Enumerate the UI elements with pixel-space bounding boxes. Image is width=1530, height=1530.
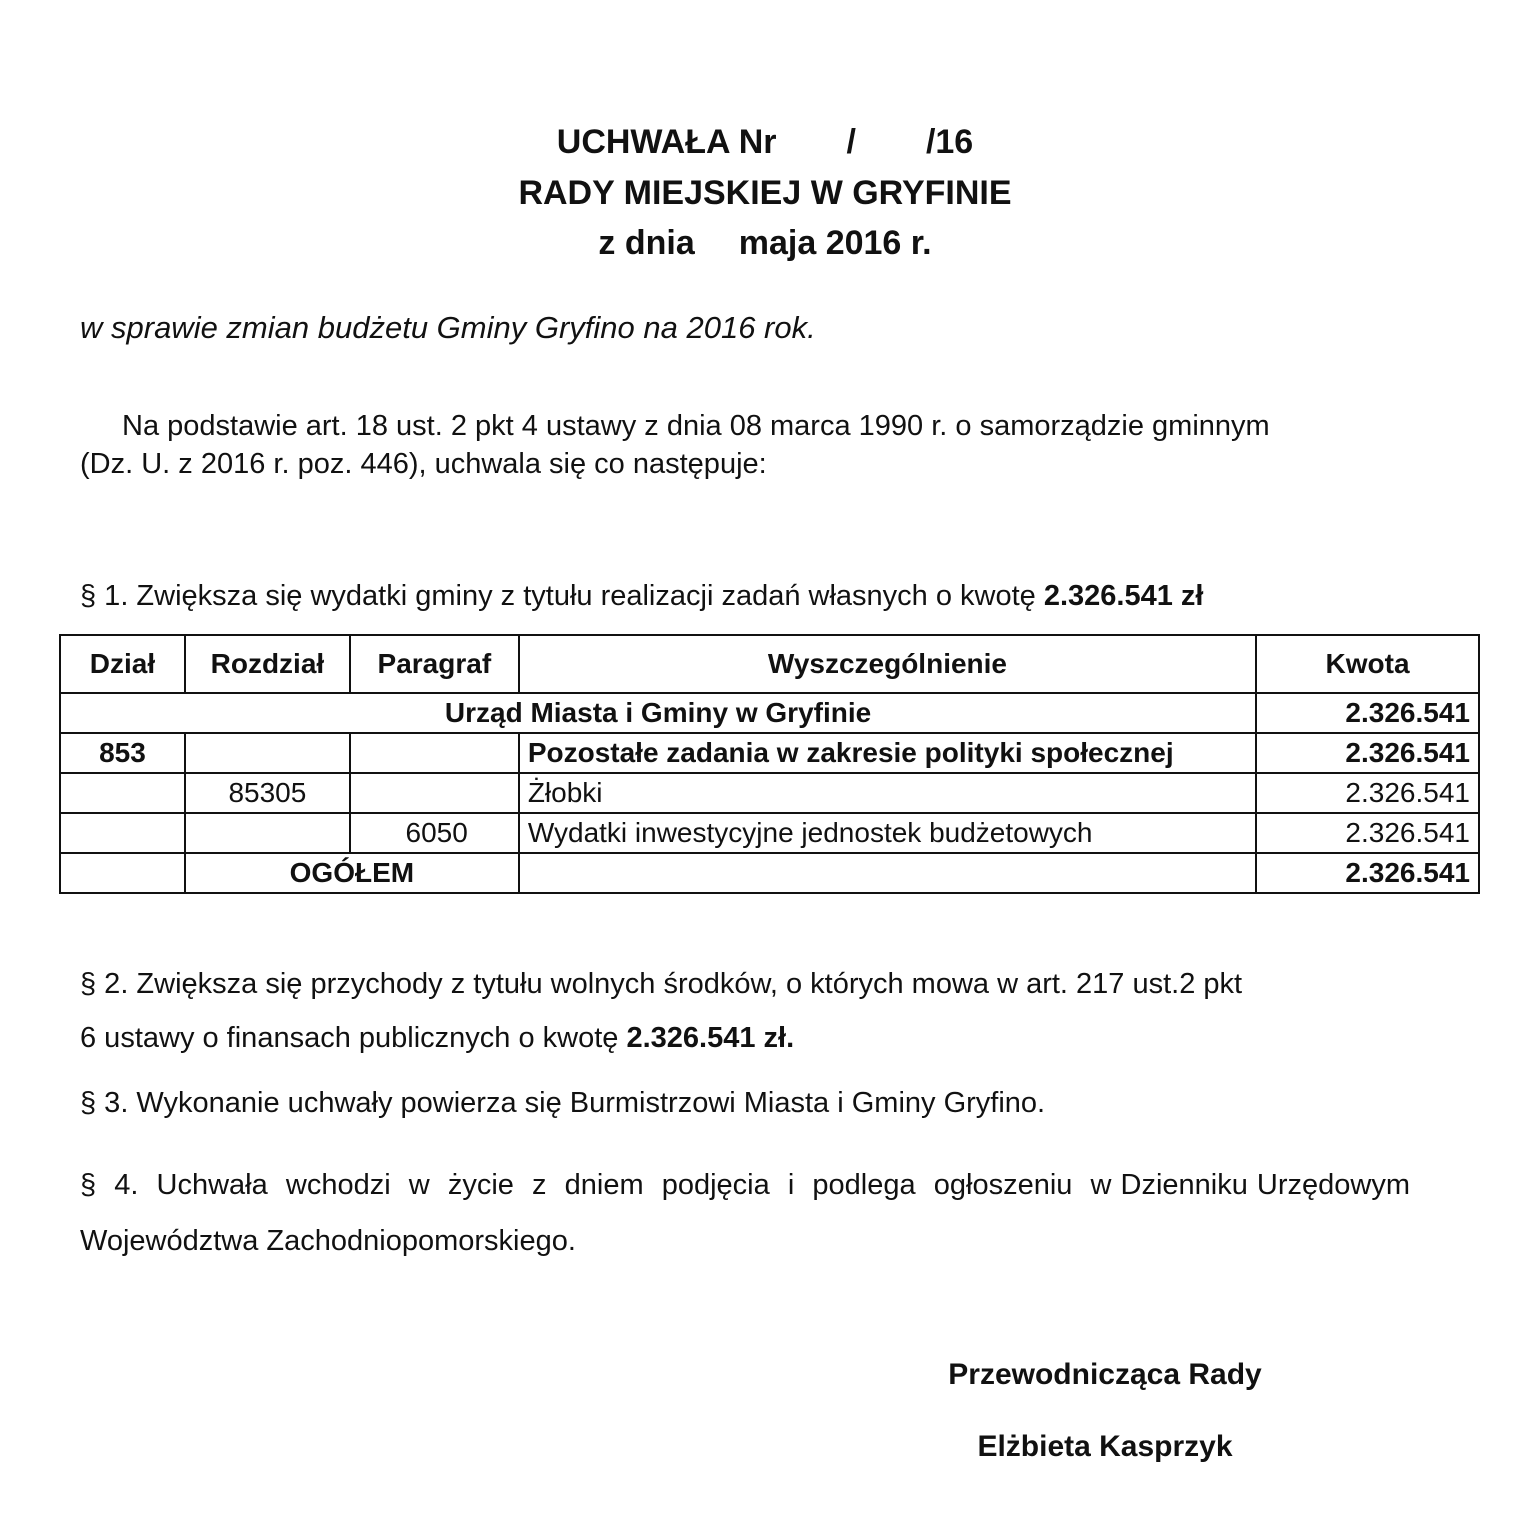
row-kwota: 2.326.541	[1256, 813, 1479, 853]
section-2-paragraph	[80, 957, 1410, 1065]
section-4-paragraph: § 4. Uchwała wchodzi w życie z dniem podjęcia i podlega ogłoszeniu w Dzienniku Urzędowym Województwa Zachodniopomorskiego.	[80, 1169, 1419, 1257]
table-header-row	[60, 635, 1479, 693]
header-rozdzial: Rozdział	[185, 635, 350, 693]
legal-basis-line-1: Na podstawie art. 18 ust. 2 pkt 4 ustawy z dnia 08 marca 1990 r. o samorządzie gminnym	[122, 410, 1270, 442]
section-2-line-2: 6 ustawy o finansach publicznych o kwotę	[80, 1022, 627, 1054]
legal-basis-line-2: (Dz. U. z 2016 r. poz. 446), uchwala się co następuje:	[80, 448, 767, 480]
row-dzial: 853	[60, 733, 185, 773]
resolution-date-heading	[0, 224, 1530, 263]
council-name-heading: RADY MIEJSKIEJ W GRYFINIE	[518, 174, 1012, 212]
resolution-number-prefix: UCHWAŁA Nr	[556, 123, 777, 161]
resolution-subject: w sprawie zmian budżetu Gminy Gryfino na 2016 rok.	[80, 310, 816, 345]
row-rozdzial	[185, 813, 350, 853]
row-opis: Żłobki	[519, 773, 1256, 813]
signature-name: Elżbieta Kasprzyk	[977, 1430, 1233, 1463]
unit-amount: 2.326.541	[1256, 693, 1479, 733]
resolution-number-suffix: /16	[925, 123, 974, 161]
table-row	[60, 773, 1479, 813]
row-rozdzial: 85305	[185, 773, 350, 813]
row-rozdzial	[185, 733, 350, 773]
header-kwota: Kwota	[1256, 635, 1479, 693]
header-wyszczegolnienie: Wyszczególnienie	[519, 635, 1256, 693]
row-kwota: 2.326.541	[1256, 773, 1479, 813]
signature-title: Przewodnicząca Rady	[948, 1358, 1262, 1391]
row-opis: Wydatki inwestycyjne jednostek budżetowych	[519, 813, 1256, 853]
resolution-number-heading	[0, 123, 1530, 162]
section-2-amount: 2.326.541 zł.	[626, 1022, 795, 1054]
date-prefix: z dnia	[598, 224, 695, 262]
header-dzial: Dział	[60, 635, 185, 693]
date-suffix: maja 2016 r.	[738, 224, 932, 262]
total-label: OGÓŁEM	[185, 853, 519, 893]
section-3-paragraph: § 3. Wykonanie uchwały powierza się Burmistrzowi Miasta i Gminy Gryfino.	[80, 1087, 1046, 1119]
row-kwota: 2.326.541	[1256, 733, 1479, 773]
table-row	[60, 733, 1479, 773]
unit-label: Urząd Miasta i Gminy w Gryfinie	[60, 693, 1256, 733]
total-empty-cell	[519, 853, 1256, 893]
row-opis: Pozostałe zadania w zakresie polityki społecznej	[519, 733, 1256, 773]
total-amount: 2.326.541	[1256, 853, 1479, 893]
row-dzial	[60, 773, 185, 813]
unit-row	[60, 693, 1479, 733]
row-paragraf	[350, 773, 519, 813]
row-paragraf	[350, 733, 519, 773]
row-dzial	[60, 813, 185, 853]
section-1-text: § 1. Zwiększa się wydatki gminy z tytułu realizacji zadań własnych o kwotę	[80, 580, 1044, 612]
section-1-amount: 2.326.541 zł	[1043, 580, 1204, 612]
total-row	[60, 853, 1479, 893]
budget-table	[59, 634, 1480, 894]
total-empty-cell	[60, 853, 185, 893]
section-1-paragraph	[80, 577, 1410, 615]
legal-basis-paragraph	[80, 407, 1410, 483]
section-2-line-1: § 2. Zwiększa się przychody z tytułu wolnych środków, o których mowa w art. 217 ust.2 pkt	[80, 968, 1243, 1000]
resolution-number-slash: /	[846, 123, 856, 161]
header-paragraf: Paragraf	[350, 635, 519, 693]
row-paragraf: 6050	[350, 813, 519, 853]
table-row	[60, 813, 1479, 853]
